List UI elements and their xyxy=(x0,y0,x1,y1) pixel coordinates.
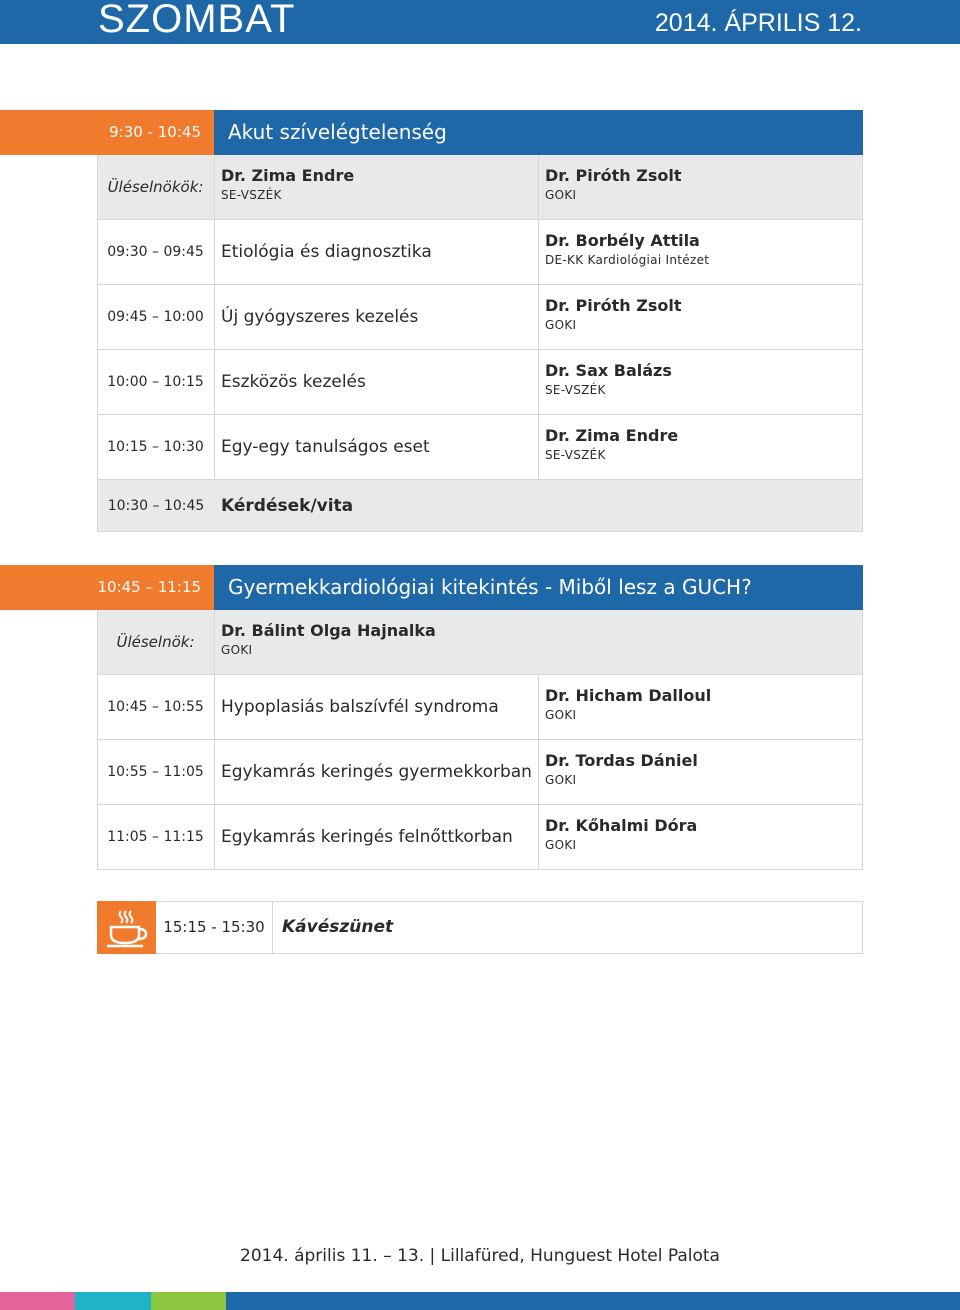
talk-row xyxy=(97,415,863,480)
talk-title: Egy-egy tanulságos eset xyxy=(215,415,539,479)
talk-row xyxy=(97,220,863,285)
speaker-cell xyxy=(539,415,863,479)
session-time: 10:45 – 11:15 xyxy=(0,565,214,610)
speaker-name: Dr. Kőhalmi Dóra xyxy=(545,816,698,835)
speaker-cell xyxy=(539,675,863,739)
talk-title: Etiológia és diagnosztika xyxy=(215,220,539,284)
talk-row xyxy=(97,285,863,350)
talk-time: 11:05 – 11:15 xyxy=(97,805,215,869)
speaker-name: Dr. Borbély Attila xyxy=(545,231,700,250)
talk-time: 10:00 – 10:15 xyxy=(97,350,215,414)
discussion-title: Kérdések/vita xyxy=(221,495,354,516)
talk-time: 09:30 – 09:45 xyxy=(97,220,215,284)
session-header xyxy=(0,565,863,610)
session-title: Gyermekkardiológiai kitekintés - Miből lesz a GUCH? xyxy=(214,565,863,610)
page-header xyxy=(0,0,960,44)
speaker-cell xyxy=(539,350,863,414)
session-title: Akut szívelégtelenség xyxy=(214,110,863,155)
chair-institution: GOKI xyxy=(221,643,253,657)
footer-color-bar xyxy=(0,1292,960,1310)
speaker-institution: SE-VSZÉK xyxy=(545,383,606,397)
speaker-name: Dr. Tordas Dániel xyxy=(545,751,698,770)
speaker-institution: DE-KK Kardiológiai Intézet xyxy=(545,253,710,267)
speaker-name: Dr. Piróth Zsolt xyxy=(545,296,682,315)
chairs-row xyxy=(97,610,863,675)
talk-row xyxy=(97,805,863,870)
speaker-name: Dr. Hicham Dalloul xyxy=(545,686,712,705)
chair-name: Dr. Piróth Zsolt xyxy=(545,166,682,185)
talk-title: Egykamrás keringés felnőttkorban xyxy=(215,805,539,869)
date-title: 2014. ÁPRILIS 12. xyxy=(654,9,862,37)
speaker-name: Dr. Sax Balázs xyxy=(545,361,672,380)
coffee-break-row xyxy=(97,901,863,954)
chairs-row xyxy=(97,155,863,220)
discussion-row xyxy=(97,480,863,532)
talk-row xyxy=(97,740,863,805)
chair-cell xyxy=(215,155,539,219)
speaker-name: Dr. Zima Endre xyxy=(545,426,679,445)
chairs-label: Üléselnök: xyxy=(97,610,215,674)
chair-name: Dr. Bálint Olga Hajnalka xyxy=(221,621,436,640)
talk-row xyxy=(97,350,863,415)
coffee-break-time: 15:15 - 15:30 xyxy=(156,902,273,953)
chair-cell xyxy=(539,155,863,219)
speaker-institution: GOKI xyxy=(545,318,577,332)
talk-row xyxy=(97,675,863,740)
footer-text: 2014. április 11. – 13. | Lillafüred, Hunguest Hotel Palota xyxy=(240,1246,720,1266)
session-header xyxy=(0,110,863,155)
talk-title: Hypoplasiás balszívfél syndroma xyxy=(215,675,539,739)
footer-stripe xyxy=(75,1292,151,1310)
footer-stripe xyxy=(151,1292,226,1310)
talk-title: Eszközös kezelés xyxy=(215,350,539,414)
footer-stripe xyxy=(226,1292,960,1310)
coffee-cup-icon xyxy=(97,901,156,954)
speaker-institution: SE-VSZÉK xyxy=(545,448,606,462)
talk-title: Új gyógyszeres kezelés xyxy=(215,285,539,349)
speaker-cell xyxy=(539,805,863,869)
speaker-cell xyxy=(539,740,863,804)
coffee-break-label: Kávészünet xyxy=(282,917,394,937)
chair-institution: SE-VSZÉK xyxy=(221,188,282,202)
chair-cell xyxy=(215,610,863,674)
session-time: 9:30 - 10:45 xyxy=(0,110,214,155)
speaker-institution: GOKI xyxy=(545,708,577,722)
speaker-cell xyxy=(539,285,863,349)
chair-name: Dr. Zima Endre xyxy=(221,166,355,185)
chairs-label: Üléselnökök: xyxy=(97,155,215,219)
talk-time: 10:15 – 10:30 xyxy=(97,415,215,479)
talk-time: 10:45 – 10:55 xyxy=(97,675,215,739)
talk-time: 09:45 – 10:00 xyxy=(97,285,215,349)
discussion-time: 10:30 – 10:45 xyxy=(107,497,205,514)
talk-title: Egykamrás keringés gyermekkorban xyxy=(215,740,539,804)
speaker-cell xyxy=(539,220,863,284)
day-title: SZOMBAT xyxy=(98,0,296,41)
talk-time: 10:55 – 11:05 xyxy=(97,740,215,804)
footer-stripe xyxy=(0,1292,75,1310)
speaker-institution: GOKI xyxy=(545,838,577,852)
chair-institution: GOKI xyxy=(545,188,577,202)
speaker-institution: GOKI xyxy=(545,773,577,787)
